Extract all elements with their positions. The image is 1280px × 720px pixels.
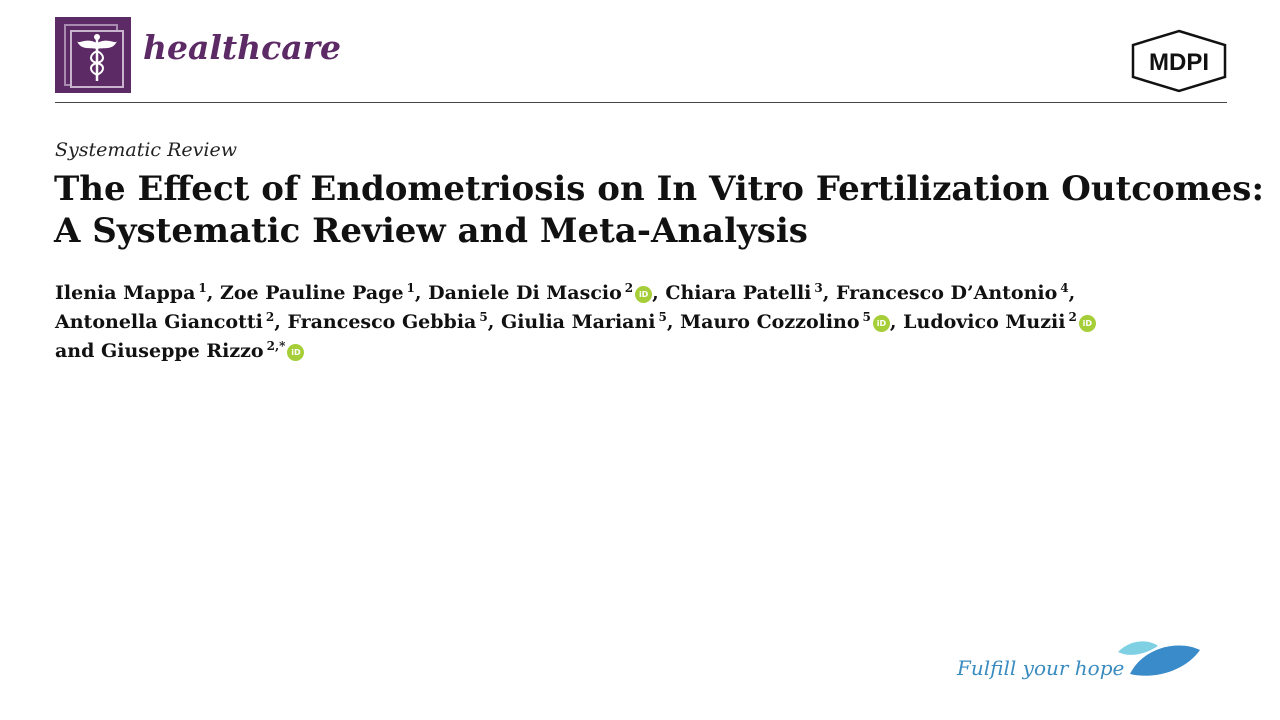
author[interactable] — [55, 340, 304, 362]
author[interactable] — [55, 311, 274, 333]
orcid-icon[interactable]: iD — [635, 286, 652, 303]
journal-name: healthcare — [143, 28, 341, 67]
journal-logo — [55, 17, 131, 93]
affiliation-number: 3 — [814, 281, 823, 295]
author[interactable] — [665, 282, 822, 304]
author-name: and Giuseppe Rizzo — [55, 340, 264, 362]
orcid-icon[interactable]: iD — [287, 344, 304, 361]
author[interactable] — [287, 311, 487, 333]
author-line — [55, 308, 1235, 337]
affiliation-number: 5 — [862, 310, 871, 324]
separator: , — [666, 311, 681, 333]
author-name: Ludovico Muzii — [903, 311, 1066, 333]
author[interactable] — [836, 282, 1069, 304]
separator: , — [274, 311, 288, 333]
affiliation-number: 2 — [624, 281, 634, 295]
separator: , — [822, 282, 836, 304]
author-list — [55, 279, 1235, 366]
separator: , — [1068, 282, 1076, 304]
affiliation-number: 2 — [265, 310, 275, 324]
publisher-logo-text: MDPI — [1149, 49, 1209, 76]
affiliation-number: 2,* — [266, 339, 286, 353]
author-name: Francesco D’Antonio — [835, 282, 1058, 304]
author[interactable] — [680, 311, 890, 333]
orcid-icon[interactable]: iD — [1079, 315, 1096, 332]
orcid-icon[interactable]: iD — [873, 315, 890, 332]
article-title — [54, 168, 1264, 252]
affiliation-number: 1 — [198, 281, 207, 295]
author[interactable] — [903, 311, 1096, 333]
author-line — [55, 337, 1235, 366]
author-name: Antonella Giancotti — [55, 311, 263, 333]
tagline: Fulfill your hope — [957, 656, 1125, 680]
affiliation-number: 4 — [1060, 281, 1069, 295]
caduceus-icon — [55, 17, 131, 93]
title-line: The Effect of Endometriosis on In Vitro Fertilization Outcomes: — [54, 169, 1264, 209]
article-type: Systematic Review — [55, 139, 237, 161]
author-name: Chiara Patelli — [665, 282, 812, 304]
leaf-logo-icon — [1114, 636, 1202, 680]
separator: , — [889, 311, 904, 333]
affiliation-number: 1 — [406, 281, 415, 295]
title-line: A Systematic Review and Meta-Analysis — [54, 211, 808, 251]
author-name: Mauro Cozzolino — [680, 311, 860, 333]
separator: , — [652, 282, 666, 304]
affiliation-number: 5 — [658, 310, 667, 324]
separator: , — [414, 282, 429, 304]
separator: , — [206, 282, 220, 304]
author-line — [55, 279, 1235, 308]
author-name: Giulia Mariani — [500, 311, 656, 333]
affiliation-number: 5 — [479, 310, 488, 324]
header-divider — [55, 102, 1227, 103]
author[interactable] — [428, 282, 652, 304]
author-name: Daniele Di Mascio — [428, 282, 622, 304]
author[interactable] — [501, 311, 667, 333]
publisher-logo — [1129, 29, 1229, 93]
author-name: Zoe Pauline Page — [219, 282, 404, 304]
affiliation-number: 2 — [1068, 310, 1077, 324]
author-name: Ilenia Mappa — [55, 282, 196, 304]
mdpi-hexagon-logo — [1129, 29, 1229, 93]
author-name: Francesco Gebbia — [287, 311, 477, 333]
author[interactable] — [55, 282, 207, 304]
separator: , — [487, 311, 501, 333]
author[interactable] — [220, 282, 415, 304]
